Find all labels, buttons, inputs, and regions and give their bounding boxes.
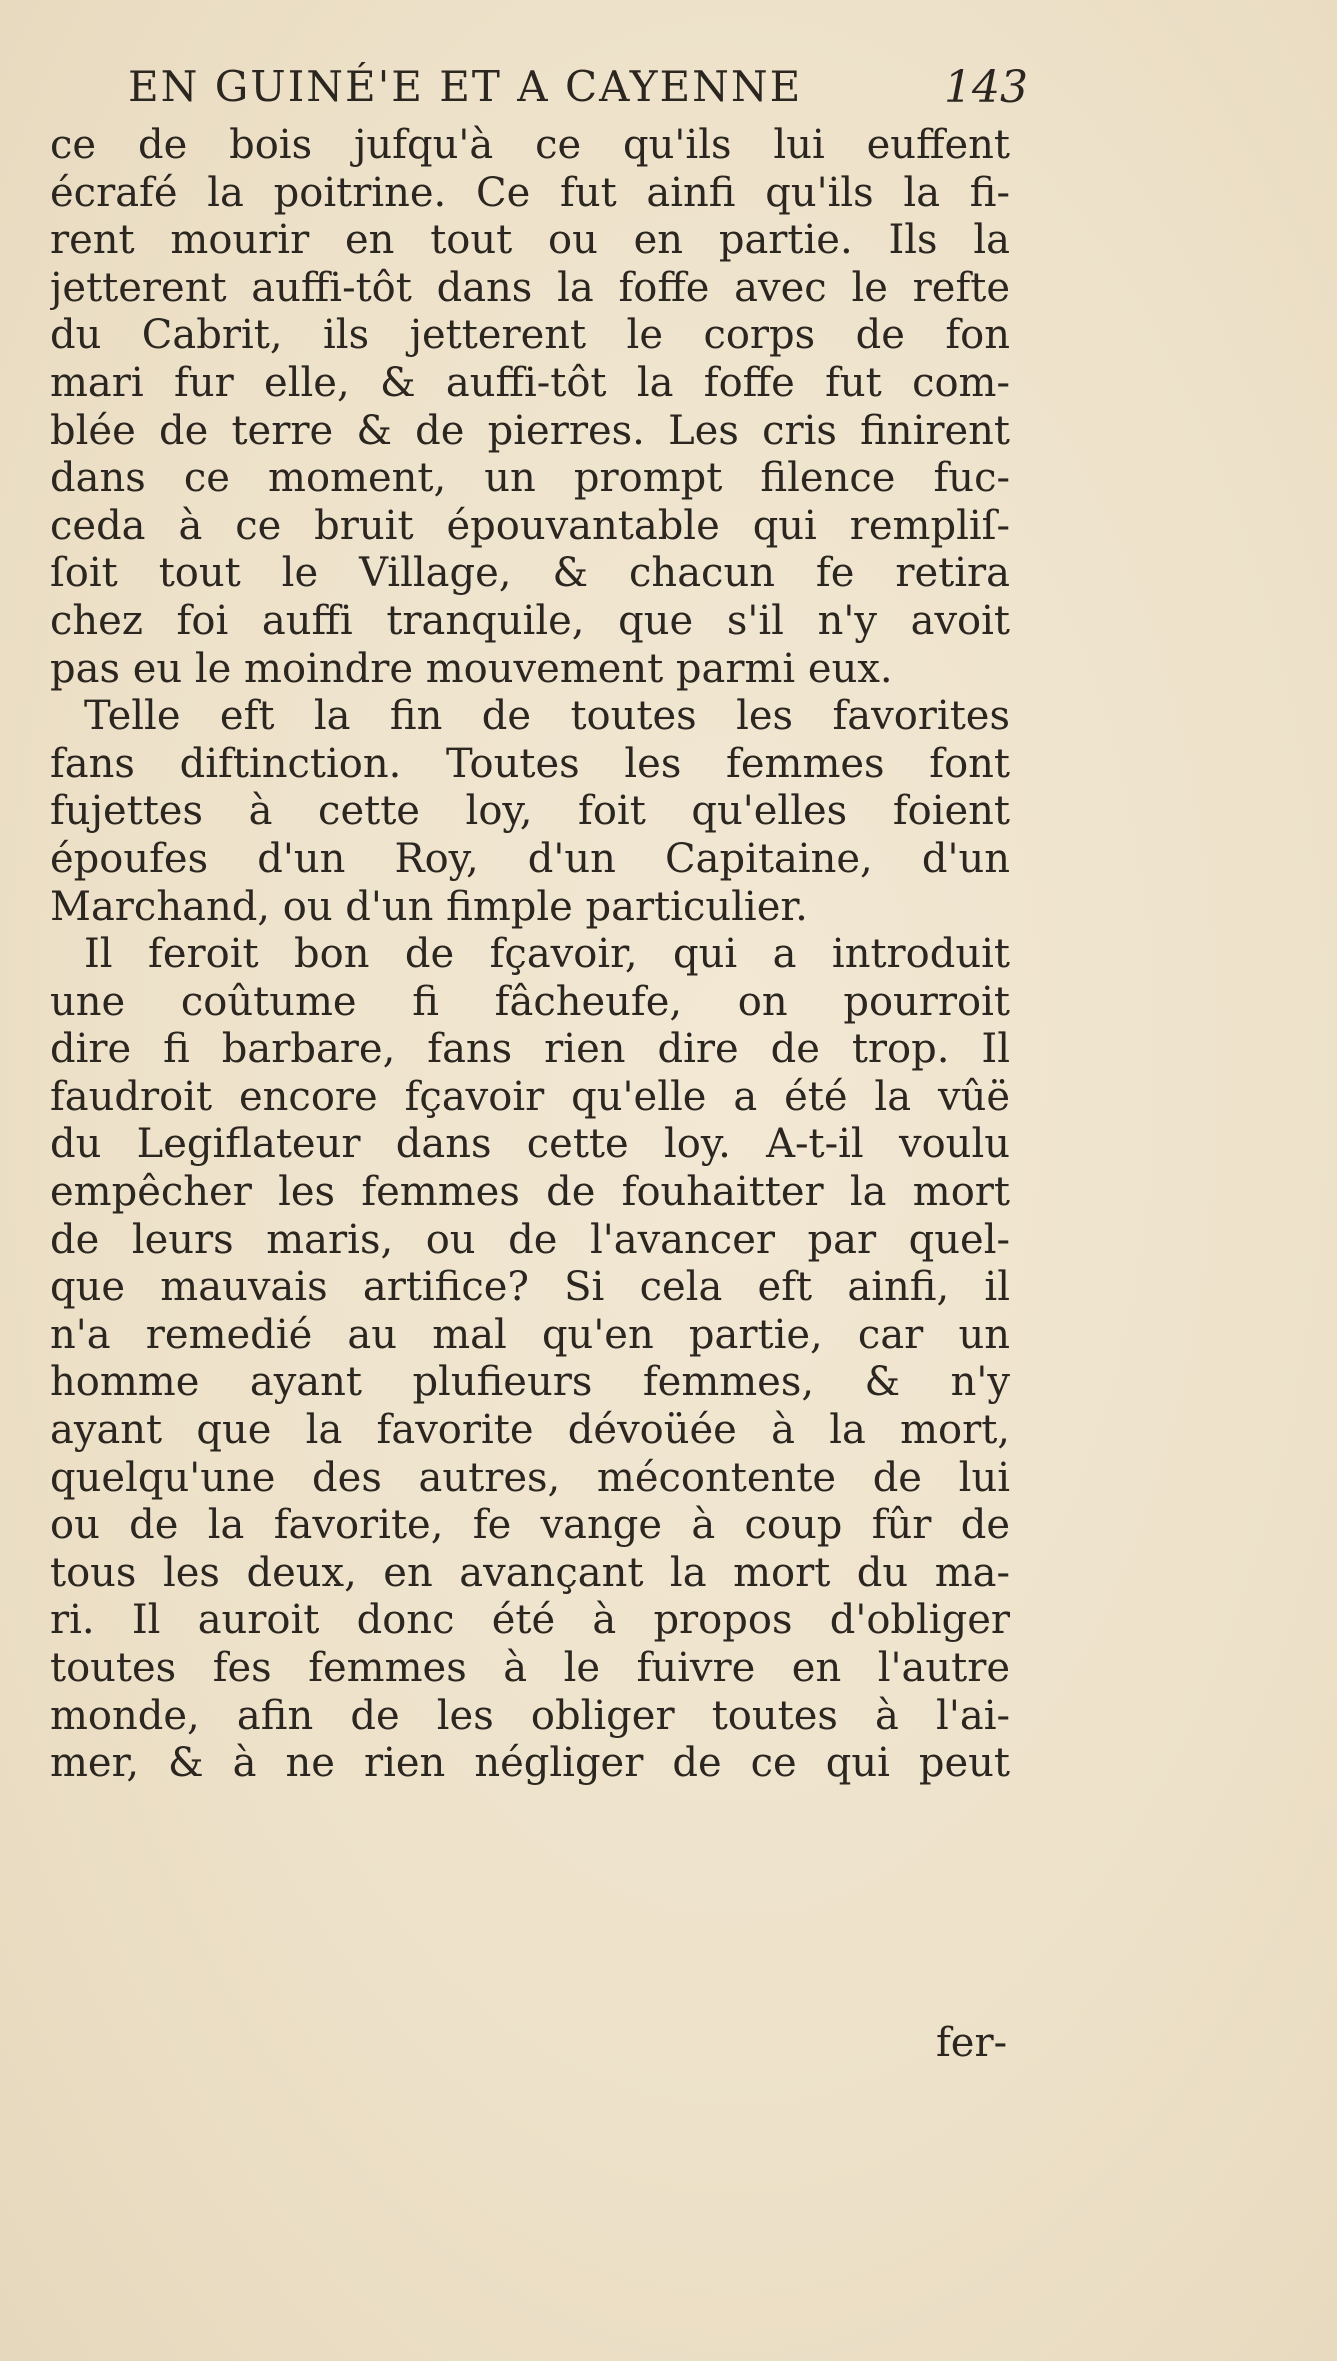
text-line: ayant que la favorite dévoüée à la mort, [50, 1407, 1010, 1454]
text-line: dans ce moment, un prompt filence fuc- [50, 455, 1010, 502]
text-line: monde, afin de les obliger toutes à l'ai- [50, 1692, 1010, 1739]
catchword: fer- [936, 2020, 1008, 2066]
text-line: du Cabrit, ils jetterent le corps de fon [50, 312, 1010, 359]
text-line: mari fur elle, & auffi-tôt la foffe fut com- [50, 359, 1010, 406]
text-line: mer, & à ne rien négliger de ce qui peut [50, 1740, 1010, 1787]
text-line: pas eu le moindre mouvement parmi eux. [50, 645, 893, 692]
text-line: chez foi auffi tranquile, que s'il n'y avoit [50, 597, 1010, 644]
running-head: EN GUINÉ'E ET A CAYENNE [128, 62, 803, 111]
page-number: 143 [944, 62, 1028, 113]
text-line: homme ayant plufieurs femmes, & n'y [50, 1359, 1010, 1406]
text-line: ou de la favorite, fe vange à coup fûr de [50, 1502, 1010, 1549]
text-line: n'a remedié au mal qu'en partie, car un [50, 1311, 1010, 1358]
text-line: ce de bois jufqu'à ce qu'ils lui euffent [50, 122, 1010, 168]
text-line: dire fi barbare, fans rien dire de trop. Il [50, 1026, 1010, 1073]
text-line: empêcher les femmes de fouhaitter la mort [50, 1169, 1010, 1216]
text-line: ſoit tout le Village, & chacun fe retira [50, 550, 1010, 597]
text-line: que mauvais artifice? Si cela eft ainfi, il [50, 1264, 1010, 1311]
text-line: ceda à ce bruit épouvantable qui rempliſ- [50, 502, 1010, 549]
text-line: écrafé la poitrine. Ce fut ainfi qu'ils la fi- [50, 169, 1010, 216]
text-line: Marchand, ou d'un fimple particulier. [50, 883, 808, 930]
text-line: faudroit encore fçavoir qu'elle a été la vûë [50, 1073, 1010, 1120]
text-line: quelqu'une des autres, mécontente de lui [50, 1454, 1010, 1501]
text-line: fans diftinction. Toutes les femmes font [50, 740, 1010, 787]
text-line: rent mourir en tout ou en partie. Ils la [50, 217, 1010, 264]
text-line: jetterent auffi-tôt dans la foffe avec le refte [50, 264, 1010, 311]
body-text [50, 122, 1010, 1788]
text-line: ri. Il auroit donc été à propos d'obliger [50, 1597, 1010, 1644]
text-line: de leurs maris, ou de l'avancer par quel- [50, 1216, 1010, 1263]
text-line: toutes fes femmes à le fuivre en l'autre [50, 1645, 1010, 1691]
text-line: tous les deux, en avançant la mort du ma- [50, 1549, 1010, 1596]
text-line: Il feroit bon de fçavoir, qui a introduit [84, 931, 1010, 978]
page-header [88, 62, 1028, 122]
text-line: fujettes à cette loy, foit qu'elles foient [50, 788, 1010, 835]
text-line: une coûtume fi fâcheufe, on pourroit [50, 978, 1010, 1025]
text-line: blée de terre & de pierres. Les cris finirent [50, 407, 1010, 454]
text-line: du Legiflateur dans cette loy. A-t-il voulu [50, 1121, 1010, 1168]
text-line: époufes d'un Roy, d'un Capitaine, d'un [50, 835, 1010, 882]
text-line: Telle eft la fin de toutes les favorites [84, 693, 1010, 740]
